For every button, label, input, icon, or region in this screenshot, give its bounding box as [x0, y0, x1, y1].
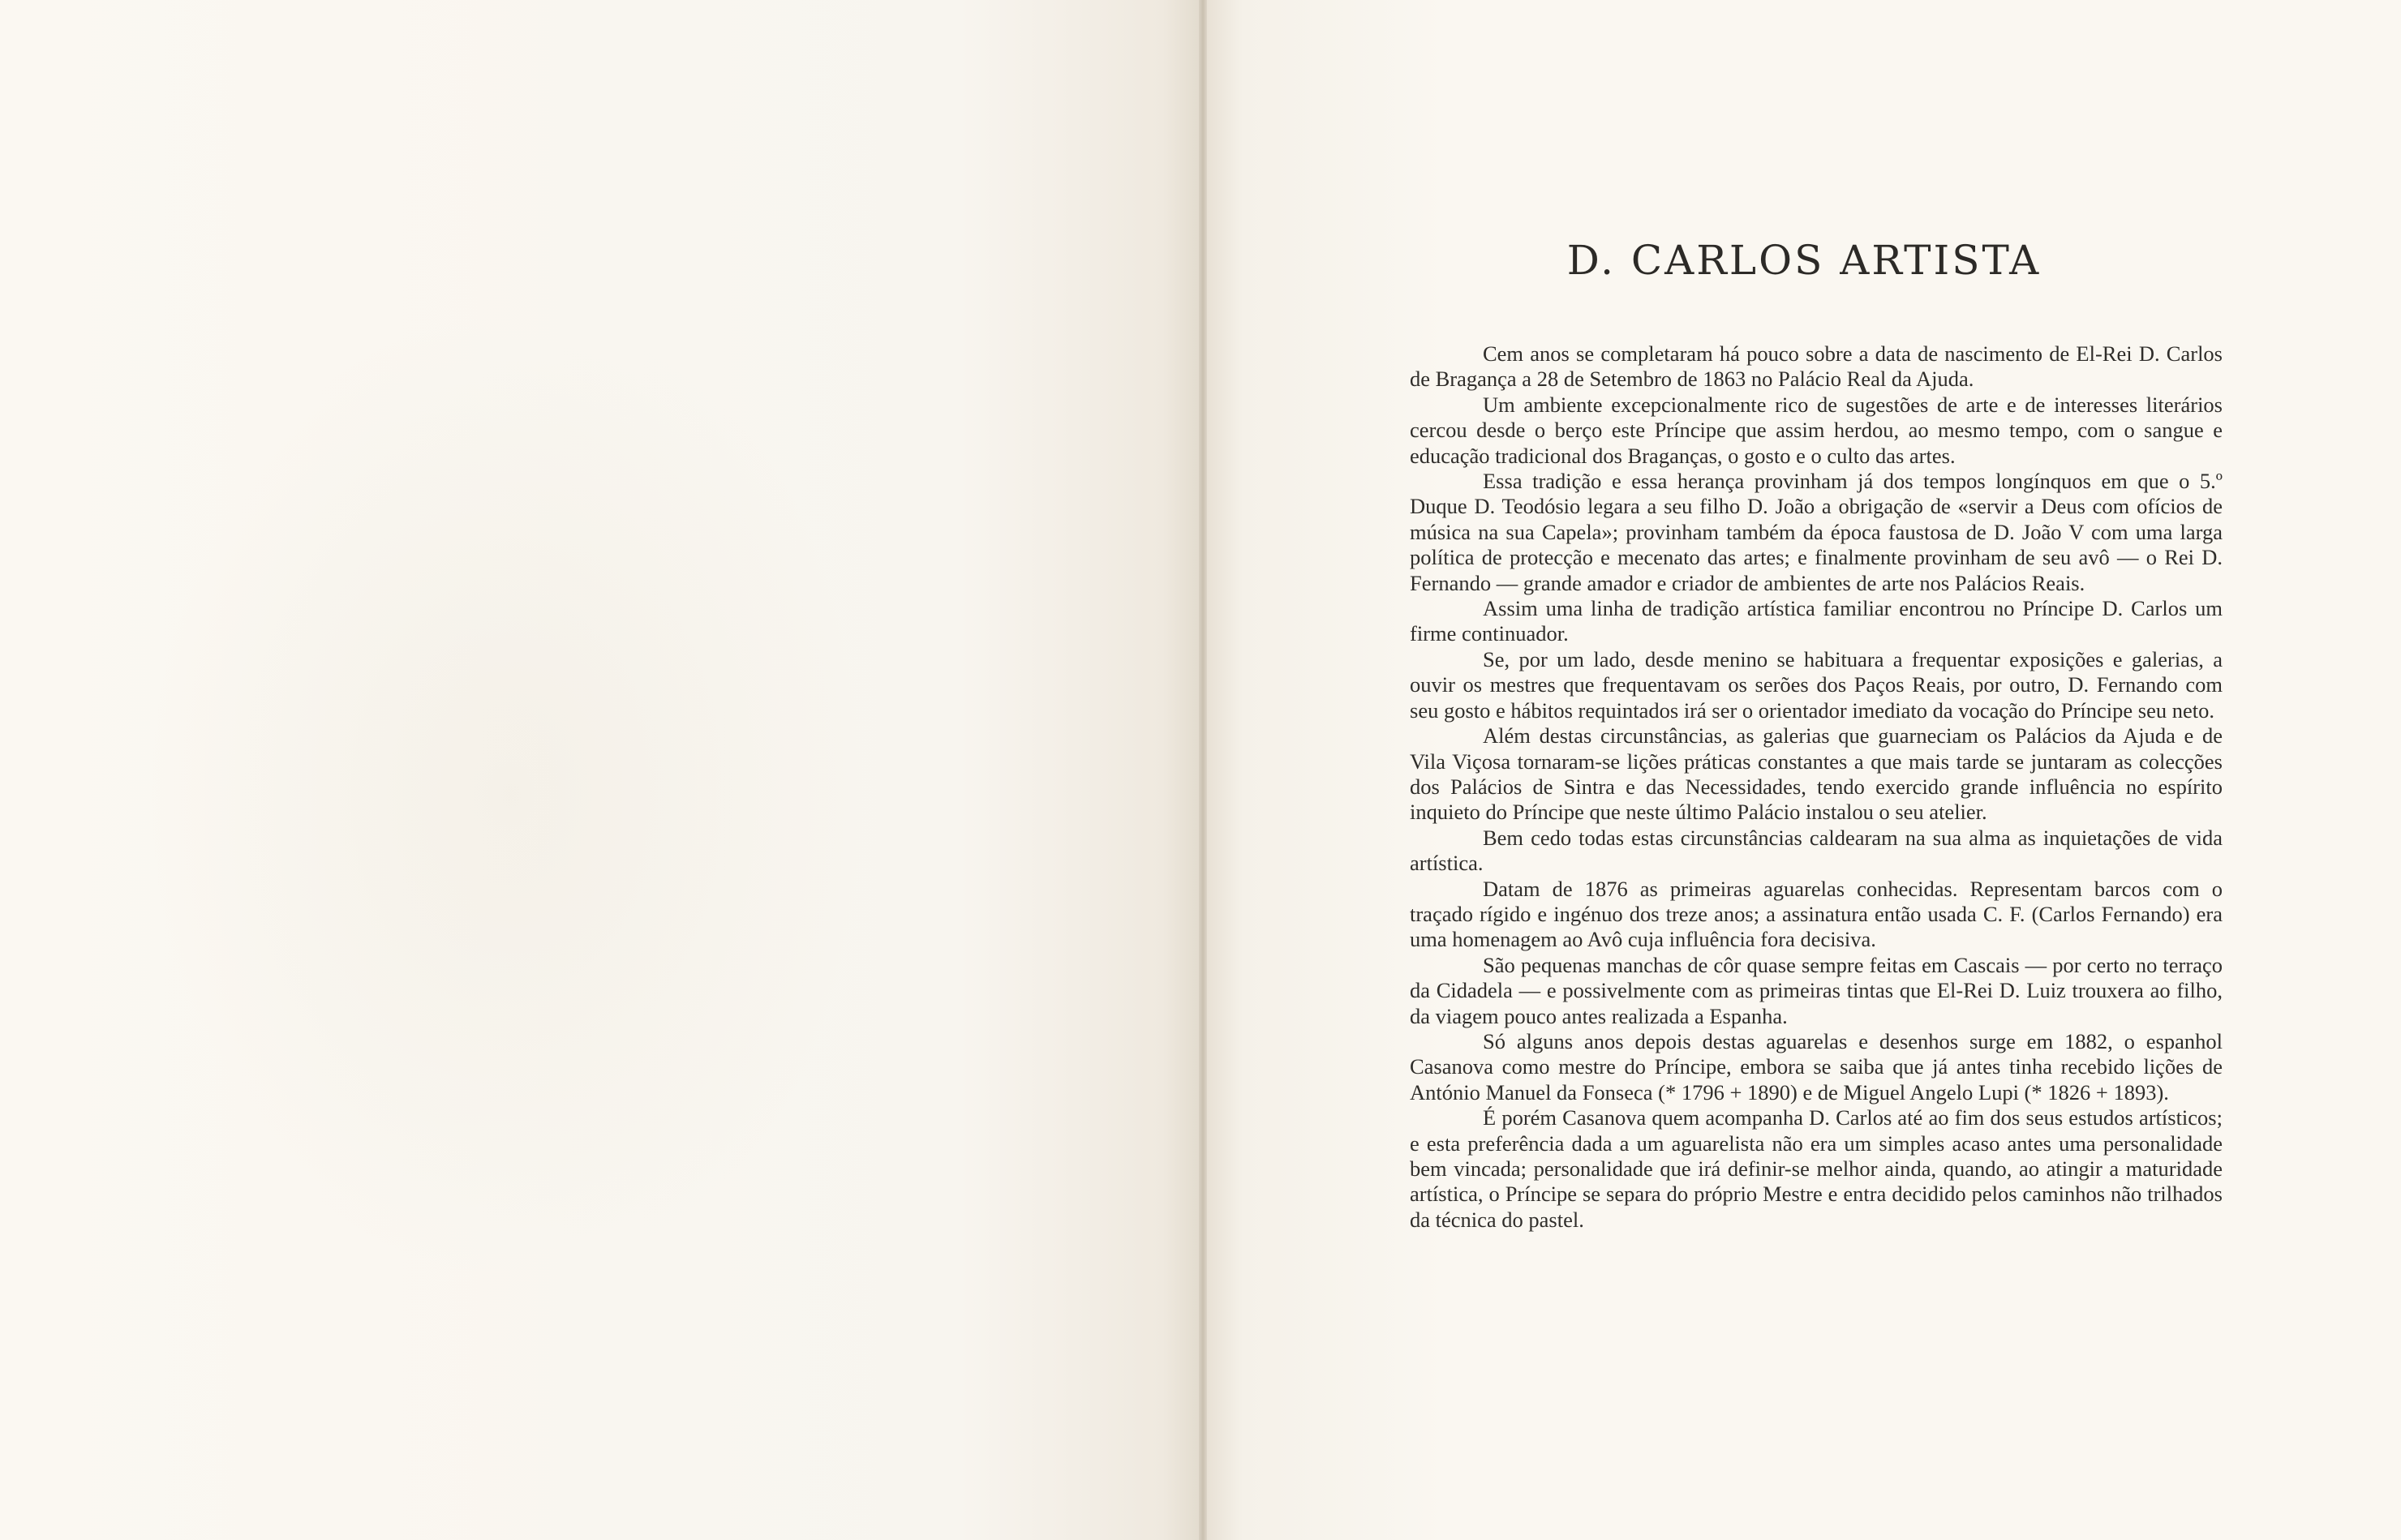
faint-watermark	[146, 308, 876, 1281]
paragraph: Bem cedo todas estas circunstâncias caldearam na sua alma as inquietações de vida artística.	[1410, 825, 2223, 876]
page-title: D. CARLOS ARTISTA	[1566, 237, 2042, 284]
paragraph: Cem anos se completaram há pouco sobre a data de nascimento de El-Rei D. Carlos de Bragança a 28 de Setembro de 1863 no Palácio Real da Ajuda.	[1410, 341, 2223, 392]
paragraph: Datam de 1876 as primeiras aguarelas conhecidas. Representam barcos com o traçado rígido e ingénuo dos treze anos; a assinatura então usada C. F. (Carlos Fernando) era uma homenagem ao Avô cuja influência fora decisiva.	[1410, 876, 2223, 952]
paragraph: Essa tradição e essa herança provinham já dos tempos longínquos em que o 5.º Duque D. Teodósio legara a seu filho D. João a obrigação de «servir a Deus com ofícios de música na sua Capela»; provinham também da época faustosa de D. João V com uma larga política de protecção e mecenato das artes; e finalmente provinham de seu avô — o Rei D. Fernando — grande amador e criador de ambientes de arte nos Palácios Reais.	[1410, 469, 2223, 595]
paragraph: São pequenas manchas de côr quase sempre feitas em Cascais — por certo no terraço da Cidadela — e possivelmente com as primeiras tintas que El-Rei D. Luiz trouxera ao filho, da viagem pouco antes realizada a Espanha.	[1410, 952, 2223, 1028]
paragraph: Um ambiente excepcionalmente rico de sugestões de arte e de interesses literários cercou desde o berço este Príncipe que assim herdou, ao mesmo tempo, com o sangue e educação tradicional dos Braganças, o gosto e o culto das artes.	[1410, 392, 2223, 468]
left-page	[0, 0, 1199, 1540]
right-page	[1207, 0, 2401, 1540]
paragraph: É porém Casanova quem acompanha D. Carlos até ao fim dos seus estudos artísticos; e esta preferência dada a um aguarelista não era um simples acaso antes uma personalidade bem vincada; personalidade que irá definir-se melhor ainda, quando, ao atingir a maturidade artística, o Príncipe se separa do próprio Mestre e entra decidido pelos caminhos não trilhados da técnica do pastel.	[1410, 1105, 2223, 1232]
paragraph: Assim uma linha de tradição artística familiar encontrou no Príncipe D. Carlos um firme continuador.	[1410, 596, 2223, 646]
paragraph: Se, por um lado, desde menino se habituara a frequentar exposições e galerias, a ouvir os mestres que frequentavam os serões dos Paços Reais, por outro, D. Fernando com seu gosto e hábitos requintados irá ser o orientador imediato da vocação do Príncipe seu neto.	[1410, 646, 2223, 723]
book-gutter	[1199, 0, 1207, 1540]
body-text	[1410, 341, 2223, 1233]
paragraph: Só alguns anos depois destas aguarelas e desenhos surge em 1882, o espanhol Casanova como mestre do Príncipe, embora se saiba que já antes tinha recebido lições de António Manuel da Fonseca (* 1796 + 1890) e de Miguel Angelo Lupi (* 1826 + 1893).	[1410, 1028, 2223, 1105]
paragraph: Além destas circunstâncias, as galerias que guarneciam os Palácios da Ajuda e de Vila Viçosa tornaram-se lições práticas constantes a que mais tarde se juntaram as colecções dos Palácios de Sintra e das Necessidades, tendo exercido grande influência no espírito inquieto do Príncipe que neste último Palácio instalou o seu atelier.	[1410, 723, 2223, 825]
